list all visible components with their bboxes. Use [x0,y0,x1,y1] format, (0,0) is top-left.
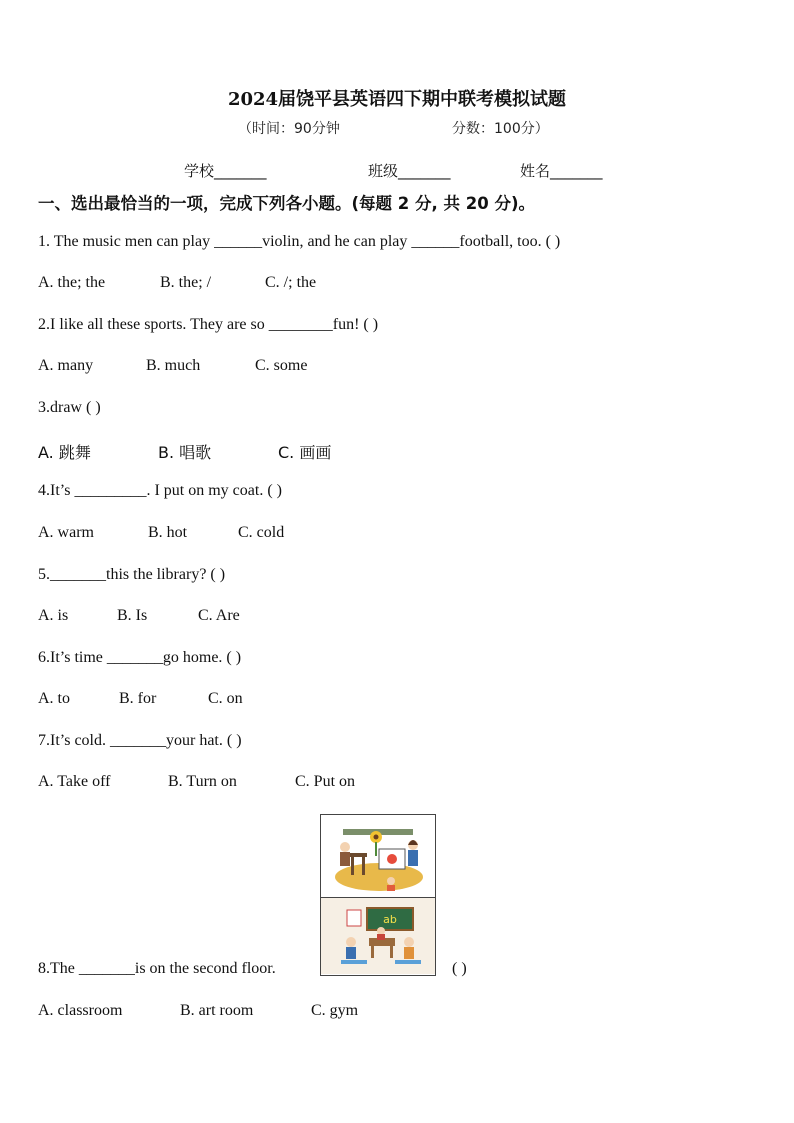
q8-option-a: A. classroom [38,1002,123,1019]
class-field: 班级_______ [368,162,451,180]
q8-option-b: B. art room [180,1002,254,1019]
question-1: 1. The music men can play ______violin, and he can play ______football, too. ( ) [38,233,561,250]
exam-score: 分数：100分） [452,121,549,137]
question-5: 5._______this the library? ( ) [38,566,226,583]
q1-option-c: C. /; the [265,274,317,291]
section-heading: 一、选出最恰当的一项，完成下列各小题。(每题 2 分, 共 20 分)。 [38,194,536,213]
q6-option-a: A. to [38,690,70,707]
q1-option-a: A. the; the [38,274,106,291]
q8-answer-bracket: ( ) [452,960,467,977]
q4-option-c: C. cold [238,524,285,541]
q3-option-c: C. 画画 [278,443,332,462]
q1-option-b: B. the; / [160,274,212,291]
q2-option-c: C. some [255,357,308,374]
q7-option-c: C. Put on [295,773,356,790]
question-8: 8.The _______is on the second floor. [38,960,276,977]
q3-option-a: A. 跳舞 [38,443,91,462]
question-7: 7.It’s cold. _______your hat. ( ) [38,732,242,749]
q8-option-c: C. gym [311,1002,359,1019]
art-room-illustration [321,815,435,897]
q5-option-a: A. is [38,607,69,624]
q5-option-c: C. Are [198,607,240,624]
question-3: 3.draw ( ) [38,399,101,416]
question-6: 6.It’s time _______go home. ( ) [38,649,242,666]
name-field: 姓名_______ [520,162,603,180]
q6-option-c: C. on [208,690,243,707]
svg-text:ab: ab [383,913,397,926]
q6-option-b: B. for [119,690,157,707]
q5-option-b: B. Is [117,607,148,624]
q4-option-a: A. warm [38,524,94,541]
q7-option-a: A. Take off [38,773,111,790]
q8-picture-frame [320,814,436,976]
school-field: 学校_______ [184,162,267,180]
exam-title: 2024届饶平县英语四下期中联考模拟试题 [227,89,567,110]
q4-option-b: B. hot [148,524,188,541]
q2-option-a: A. many [38,357,94,374]
question-4: 4.It’s _________. I put on my coat. ( ) [38,482,282,499]
exam-time: （时间：90分钟 [238,121,340,137]
q7-option-b: B. Turn on [168,773,237,790]
q2-option-b: B. much [146,357,201,374]
q3-option-b: B. 唱歌 [158,443,212,462]
classroom-illustration [321,898,435,974]
question-2: 2.I like all these sports. They are so ________fun! ( ) [38,316,379,333]
